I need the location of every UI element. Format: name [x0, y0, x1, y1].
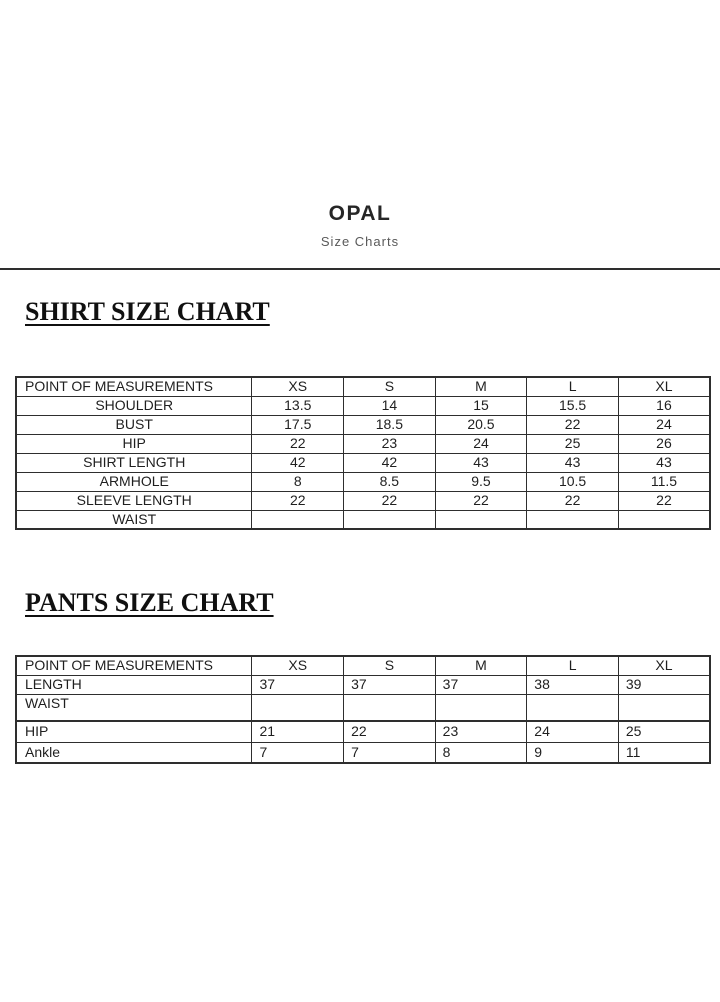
size-value: 22: [252, 491, 344, 510]
size-value: 9.5: [435, 472, 527, 491]
size-value: 22: [252, 434, 344, 453]
size-column-header: S: [344, 656, 436, 675]
size-column-header: L: [527, 377, 619, 396]
size-value: 43: [435, 453, 527, 472]
size-value: 22: [527, 491, 619, 510]
measurement-label: SHIRT LENGTH: [16, 453, 252, 472]
size-value: 24: [527, 721, 619, 742]
size-value: [527, 510, 619, 529]
size-value: 11.5: [618, 472, 710, 491]
brand-title: OPAL: [328, 202, 392, 225]
table-row: [16, 675, 710, 694]
size-value: [527, 694, 619, 721]
size-value: [252, 510, 344, 529]
size-column-header: M: [435, 377, 527, 396]
header-divider-line: [0, 268, 720, 270]
size-value: 43: [618, 453, 710, 472]
size-value: 25: [618, 721, 710, 742]
measurement-label: BUST: [16, 415, 252, 434]
size-value: 7: [344, 742, 436, 763]
size-value: 8: [435, 742, 527, 763]
size-value: [344, 510, 436, 529]
size-value: 23: [435, 721, 527, 742]
pants-section-title: PANTS SIZE CHART: [25, 588, 274, 617]
table-row: [16, 694, 710, 721]
size-value: 15.5: [527, 396, 619, 415]
size-column-header: L: [527, 656, 619, 675]
size-value: 37: [252, 675, 344, 694]
size-value: 42: [252, 453, 344, 472]
table-row: [16, 721, 710, 742]
size-value: 22: [344, 491, 436, 510]
size-value: [618, 510, 710, 529]
table-row: [16, 491, 710, 510]
measurement-column-header: POINT OF MEASUREMENTS: [16, 656, 252, 675]
shirt-size-table-container: [15, 376, 711, 530]
size-value: [435, 510, 527, 529]
table-row: [16, 472, 710, 491]
size-value: 39: [618, 675, 710, 694]
table-row: [16, 434, 710, 453]
size-column-header: M: [435, 656, 527, 675]
measurement-label: WAIST: [16, 510, 252, 529]
size-column-header: S: [344, 377, 436, 396]
size-value: [435, 694, 527, 721]
size-value: 21: [252, 721, 344, 742]
size-value: [618, 694, 710, 721]
size-column-header: XS: [252, 656, 344, 675]
size-value: 9: [527, 742, 619, 763]
size-value: 25: [527, 434, 619, 453]
size-value: 14: [344, 396, 436, 415]
shirt-size-table: [15, 376, 711, 530]
size-value: 22: [618, 491, 710, 510]
page-subtitle: Size Charts: [320, 234, 400, 249]
size-column-header: XL: [618, 377, 710, 396]
measurement-label: WAIST: [16, 694, 252, 721]
size-column-header: XL: [618, 656, 710, 675]
measurement-label: SHOULDER: [16, 396, 252, 415]
shirt-section-title: SHIRT SIZE CHART: [25, 297, 270, 326]
size-value: 22: [527, 415, 619, 434]
size-value: 7: [252, 742, 344, 763]
size-value: 23: [344, 434, 436, 453]
size-value: 11: [618, 742, 710, 763]
size-value: 38: [527, 675, 619, 694]
size-value: 8: [252, 472, 344, 491]
size-value: 18.5: [344, 415, 436, 434]
measurement-label: LENGTH: [16, 675, 252, 694]
pants-size-table: [15, 655, 711, 764]
size-value: 37: [435, 675, 527, 694]
table-row: [16, 510, 710, 529]
size-value: 37: [344, 675, 436, 694]
size-value: 26: [618, 434, 710, 453]
table-row: [16, 415, 710, 434]
size-value: 16: [618, 396, 710, 415]
size-value: 17.5: [252, 415, 344, 434]
size-value: 20.5: [435, 415, 527, 434]
size-value: [252, 694, 344, 721]
measurement-label: Ankle: [16, 742, 252, 763]
size-value: 13.5: [252, 396, 344, 415]
measurement-label: HIP: [16, 721, 252, 742]
shirt-table-header-row: [16, 377, 710, 396]
table-row: [16, 453, 710, 472]
size-value: 24: [618, 415, 710, 434]
size-value: 22: [435, 491, 527, 510]
measurement-column-header: POINT OF MEASUREMENTS: [16, 377, 252, 396]
size-value: 42: [344, 453, 436, 472]
size-value: 10.5: [527, 472, 619, 491]
size-value: [344, 694, 436, 721]
size-value: 43: [527, 453, 619, 472]
table-row: [16, 742, 710, 763]
pants-table-header-row: [16, 656, 710, 675]
measurement-label: SLEEVE LENGTH: [16, 491, 252, 510]
pants-size-table-container: [15, 655, 711, 764]
size-value: 8.5: [344, 472, 436, 491]
size-value: 15: [435, 396, 527, 415]
size-column-header: XS: [252, 377, 344, 396]
size-value: 24: [435, 434, 527, 453]
size-value: 22: [344, 721, 436, 742]
table-row: [16, 396, 710, 415]
measurement-label: ARMHOLE: [16, 472, 252, 491]
measurement-label: HIP: [16, 434, 252, 453]
